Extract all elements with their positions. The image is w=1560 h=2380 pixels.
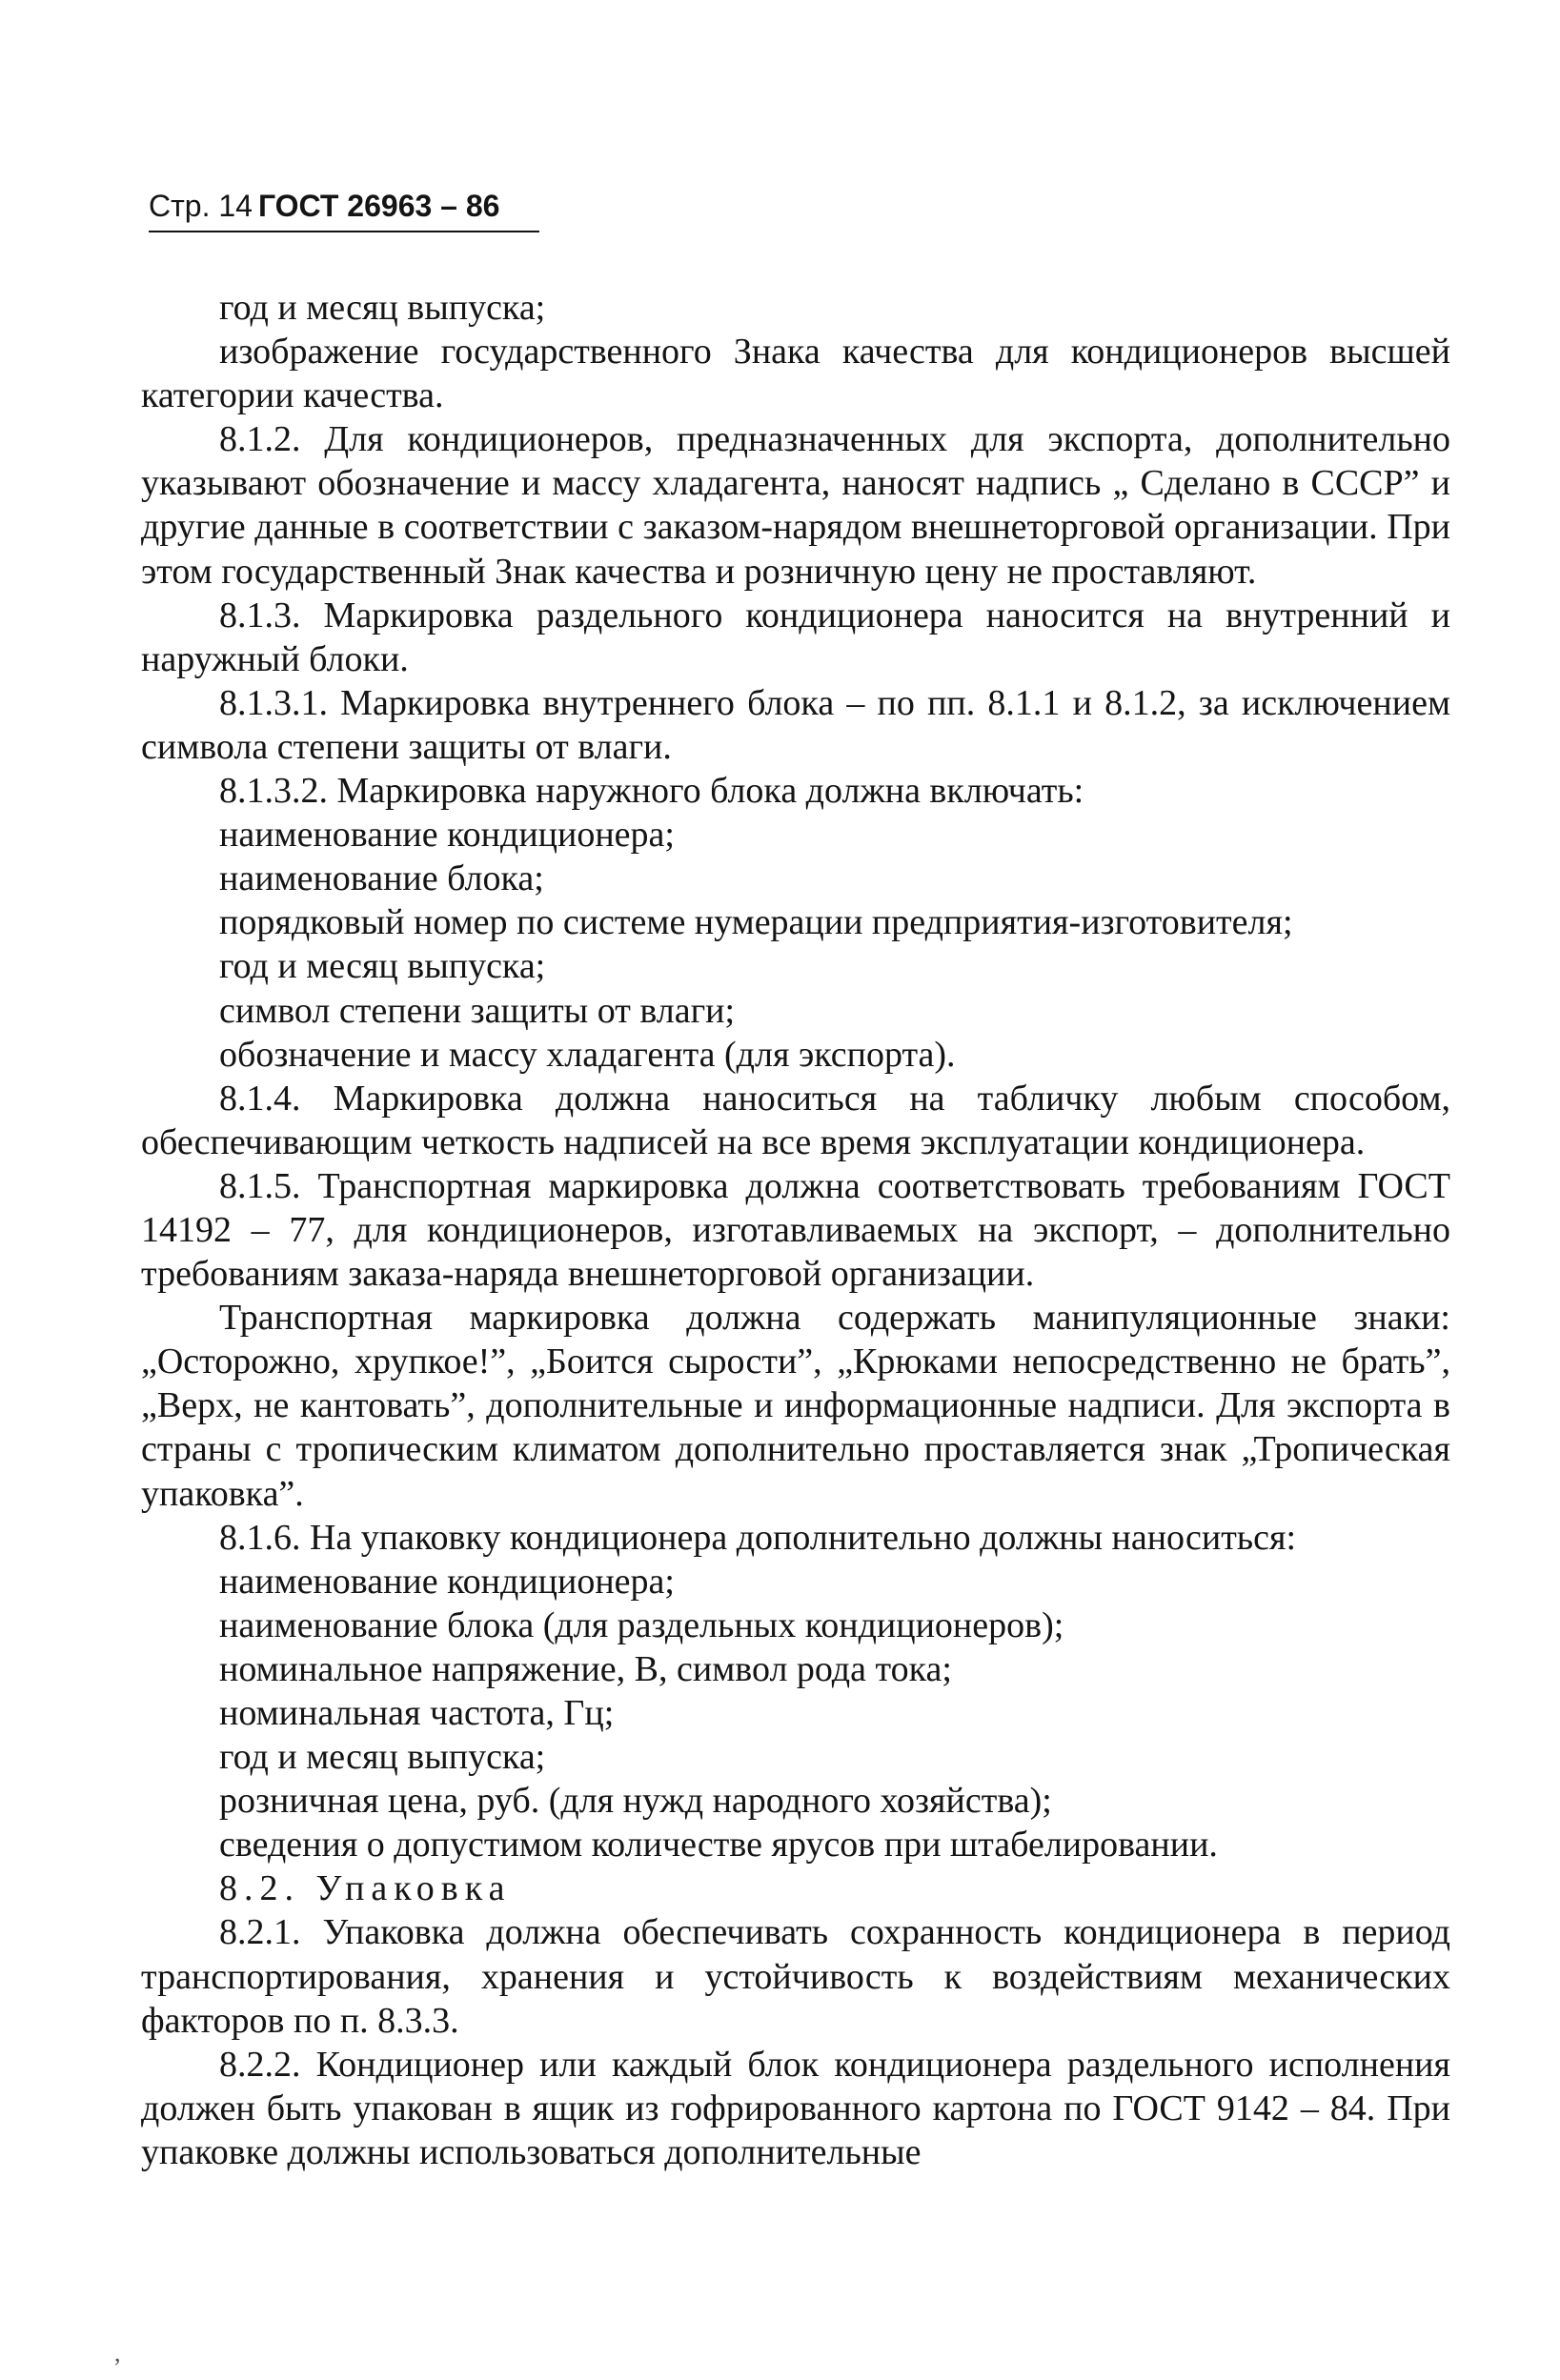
- list-item: наименование блока;: [219, 858, 544, 899]
- list-item: порядковый номер по системе нумерации предприятия-изготовителя;: [219, 902, 1293, 943]
- paragraph: 8.1.4. Маркировка должна наноситься на табличку любым способом, обеспечивающим четкость надписей на все время эксплуатации кондиционера.: [141, 1078, 1450, 1162]
- section-heading: 8.2. Упаковка: [219, 1868, 512, 1909]
- header-underline: [149, 231, 539, 232]
- page-header: [149, 187, 539, 225]
- paragraph: 8.2.1. Упаковка должна обеспечивать сохранность кондиционера в период транспортирования, хранения и устойчивость к воздействиям механических факторов по п. 8.3.3.: [141, 1912, 1450, 2041]
- list-item: год и месяц выпуска;: [219, 1737, 546, 1778]
- list-item: обозначение и массу хладагента (для экспорта).: [219, 1034, 956, 1075]
- list-item: наименование кондиционера;: [219, 815, 675, 856]
- list-item: номинальная частота, Гц;: [219, 1693, 615, 1733]
- standard-number: ГОСТ 26963 – 86: [257, 189, 500, 223]
- paragraph: изображение государственного Знака качества для кондиционеров высшей категории качества.: [141, 332, 1450, 416]
- list-item: наименование кондиционера;: [219, 1561, 675, 1602]
- paragraph: Транспортная маркировка должна содержать манипуляционные знаки: „Осторожно, хрупкое!”, „Боится сырости”, „Крюками непосредственно не брать”, „Верх, не кантовать”, дополнительные и информационные надписи. Для экспорта в страны с тропическим климатом дополнительно проставляется знак „Тропическая упаковка”.: [141, 1298, 1450, 1514]
- paragraph: 8.1.5. Транспортная маркировка должна соответствовать требованиям ГОСТ 14192 – 77, для кондиционеров, изготавливаемых на экспорт, – дополнительно требованиям заказа-наряда внешнеторговой организации.: [141, 1165, 1450, 1295]
- list-item: наименование блока (для раздельных кондиционеров);: [219, 1604, 1064, 1645]
- paragraph: 8.1.6. На упаковку кондиционера дополнительно должны наноситься:: [219, 1517, 1297, 1558]
- document-body: [141, 286, 1450, 2174]
- page-number: Стр. 14: [149, 189, 253, 223]
- list-item: год и месяц выпуска;: [219, 946, 546, 987]
- list-item: номинальное напряжение, В, символ рода тока;: [219, 1648, 952, 1689]
- list-item: сведения о допустимом количестве ярусов при штабелировании.: [219, 1825, 1218, 1866]
- paragraph: 8.2.2. Кондиционер или каждый блок кондиционера раздельного исполнения должен быть упакован в ящик из гофрированного картона по ГОСТ 9142 – 84. При упаковке должны использоваться дополнительные: [141, 2044, 1450, 2172]
- scan-mark: ,: [114, 2339, 121, 2367]
- paragraph: 8.1.3. Маркировка раздельного кондиционера наносится на внутренний и наружный блоки.: [141, 595, 1450, 679]
- paragraph: 8.1.3.1. Маркировка внутреннего блока – по пп. 8.1.1 и 8.1.2, за исключением символа степени защиты от влаги.: [141, 682, 1450, 767]
- paragraph: 8.1.3.2. Маркировка наружного блока должна включать:: [219, 771, 1084, 812]
- list-item: розничная цена, руб. (для нужд народного хозяйства);: [219, 1781, 1052, 1822]
- paragraph: год и месяц выпуска;: [219, 288, 546, 328]
- paragraph: 8.1.2. Для кондиционеров, предназначенных для экспорта, дополнительно указывают обозначение и массу хладагента, наносят надпись „ Сделано в СССР” и другие данные в соответствии с заказом-нарядом внешнеторговой организации. При этом государственный Знак качества и розничную цену не проставляют.: [141, 419, 1450, 592]
- list-item: символ степени защиты от влаги;: [219, 990, 736, 1031]
